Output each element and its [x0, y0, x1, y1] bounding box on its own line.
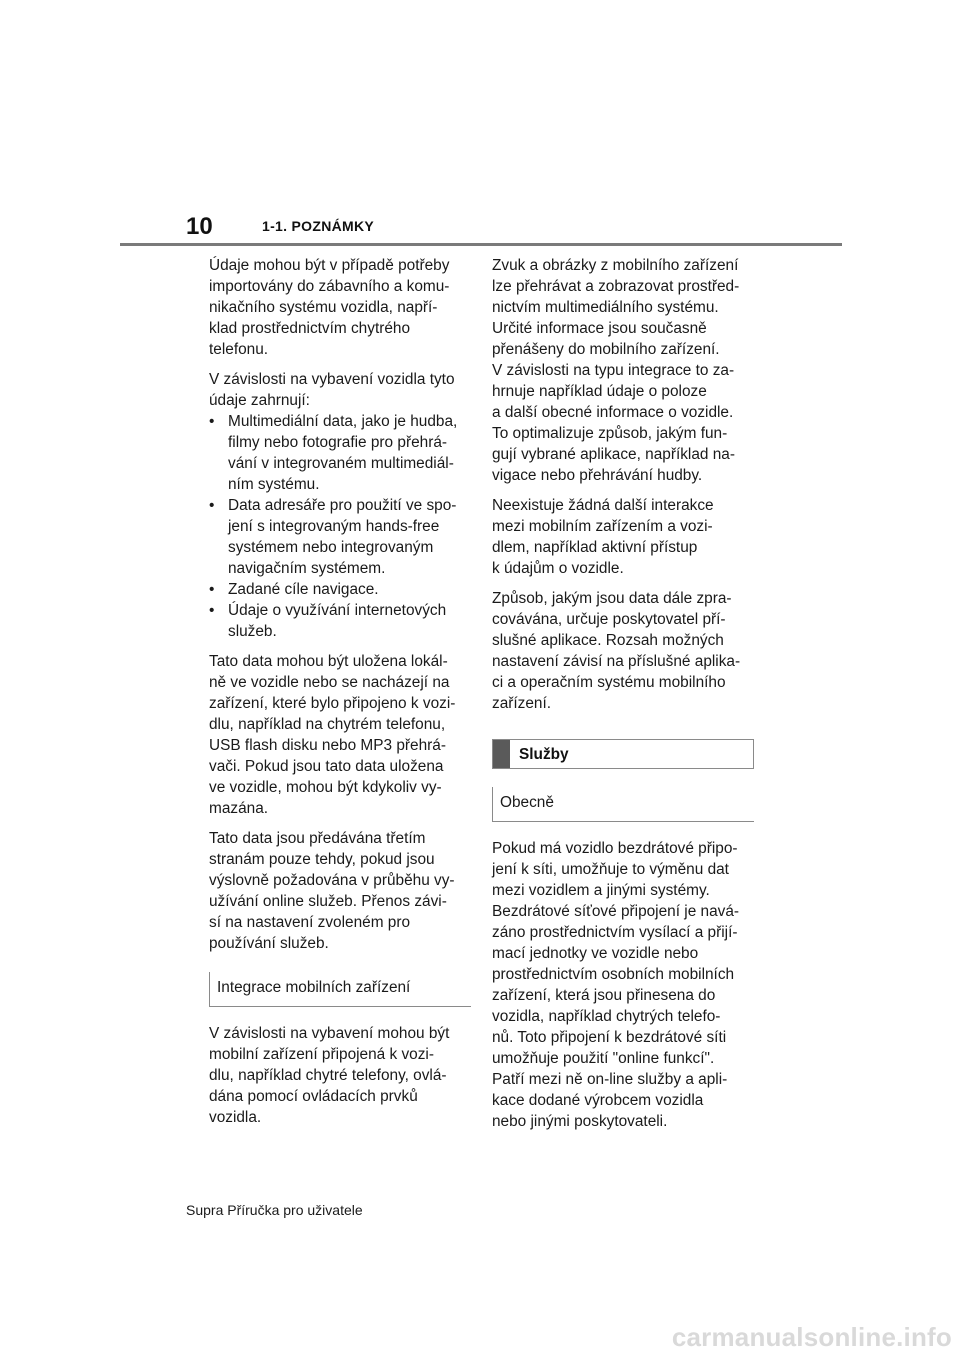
right-column: [492, 255, 754, 1141]
left-column: [209, 255, 471, 1137]
paragraph: Tato data mohou být uložena lokál- ně ve vozidle nebo se nacházejí na zařízení, které bylo připojeno k vozi- dlu, například na chytrém telefonu, USB flash disku nebo MP3 přehrá- vači. Pokud jsou tato data uložena ve vozidle, mohou být kdykoliv vy- mazána.: [209, 653, 456, 817]
paragraph: Zvuk a obrázky z mobilního zařízení lze přehrávat a zobrazovat prostřed- nictvím multimediálního systému. Určité informace jsou současně přenášeny do mobilního zařízení. V závislosti na typu integrace to za- hrnuje například údaje o poloze a další obecné informace o vozidle. To optimalizuje způsob, jakým fun- gují vybrané aplikace, například na- vigace nebo přehrávání hudby.: [492, 257, 740, 484]
subheading-mobile-integration: Integrace mobilních zařízení: [209, 972, 471, 1007]
bullet-list: [209, 411, 471, 642]
list-item: [209, 411, 471, 495]
list-item-text: Údaje o využívání internetových služeb.: [228, 602, 447, 640]
bullet-glyph: •: [209, 581, 215, 598]
chapter-title: 1-1. POZNÁMKY: [262, 218, 375, 234]
list-item-text: Data adresáře pro použití ve spo- jení s integrovaným hands-free systémem nebo integrovaným navigačním systémem.: [228, 497, 457, 577]
paragraph: V závislosti na vybavení mohou být mobilní zařízení připojená k vozi- dlu, například chytré telefony, ovlá- dána pomocí ovládacích prvků vozidla.: [209, 1025, 450, 1126]
bullet-glyph: •: [209, 497, 215, 514]
paragraph: Tato data jsou předávána třetím stranám pouze tehdy, pokud jsou výslovně požadována v průběhu vy- užívání online služeb. Přenos závi- sí na nastavení zvoleném pro používání služeb.: [209, 830, 455, 952]
section-marker: [493, 740, 510, 768]
paragraph: Pokud má vozidlo bezdrátové připo- jení k síti, umožňuje to výměnu dat mezi vozidlem a jinými systémy. Bezdrátové síťové připojení je navá- záno prostřednictvím vysílací a přijí- mací jednotky ve vozidle nebo prostřednictvím osobních mobilních zařízení, která jsou přinesena do vozidla, například chytrých telefo- nů. Toto připojení k bezdrátové síti umožňuje použití "online funkcí". Patří mezi ně on-line služby a apli- kace dodané výrobcem vozidla nebo jinými poskytovateli.: [492, 840, 740, 1130]
section-heading-services: [492, 739, 754, 769]
list-item: [209, 495, 471, 579]
bullet-glyph: •: [209, 413, 215, 430]
list-item: [209, 600, 471, 642]
list-item-text: Multimediální data, jako je hudba, filmy nebo fotografie pro přehrá- vání v integrovaném multimediál- ním systému.: [228, 413, 458, 493]
paragraph: Neexistuje žádná další interakce mezi mobilním zařízením a vozi- dlem, například aktivní přístup k údajům o vozidle.: [492, 497, 714, 577]
paragraph: V závislosti na vybavení vozidla tyto údaje zahrnují:: [209, 371, 455, 409]
subheading-general: Obecně: [492, 787, 754, 822]
bullet-glyph: •: [209, 602, 215, 619]
section-title: Služby: [519, 746, 569, 763]
list-item: [209, 579, 471, 600]
footer-text: Supra Příručka pro uživatele: [186, 1202, 363, 1218]
page-number: 10: [186, 213, 213, 240]
paragraph: Způsob, jakým jsou data dále zpra- covávána, určuje poskytovatel pří- slušné aplikace. Rozsah možných nastavení závisí na příslušné aplika- ci a operačním systému mobilního zařízení.: [492, 590, 741, 712]
header-rule: [120, 243, 842, 246]
paragraph: Údaje mohou být v případě potřeby importovány do zábavního a komu- nikačního systému vozidla, napří- klad prostřednictvím chytrého telefonu.: [209, 257, 450, 358]
watermark: carmanualsonline.info: [671, 1322, 952, 1352]
list-item-text: Zadané cíle navigace.: [228, 581, 379, 598]
